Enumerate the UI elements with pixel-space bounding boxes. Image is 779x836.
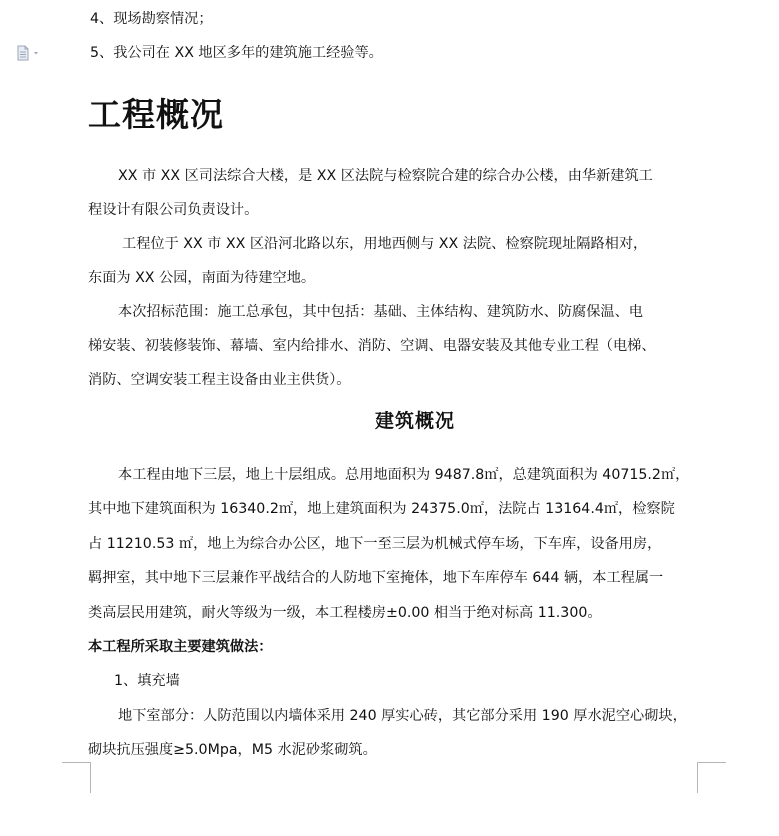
document-icon[interactable] [16, 45, 42, 61]
overview-paragraph-3-line-3: 消防、空调安装工程主设备由业主供货）。 [88, 372, 351, 388]
overview-paragraph-2-line-1: 工程位于 XX 市 XX 区沿河北路以东，用地西侧与 XX 法院、检察院现址隔路相对， [122, 236, 648, 252]
overview-paragraph-3-line-1: 本次招标范围：施工总承包，其中包括：基础、主体结构、建筑防水、防腐保温、电 [118, 304, 643, 320]
methods-paragraph-line-1: 地下室部分：人防范围以内墙体采用 240 厚实心砖，其它部分采用 190 厚水泥空心砌块， [118, 708, 687, 724]
building-paragraph-line-4: 羁押室，其中地下三层兼作平战结合的人防地下室掩体，地下车库停车 644 辆，本工程属一 [88, 570, 664, 586]
heading-building-overview: 建筑概况 [374, 410, 455, 432]
heading-project-overview: 工程概况 [88, 95, 224, 134]
overview-paragraph-1-line-2: 程设计有限公司负责设计。 [88, 202, 259, 218]
building-paragraph-line-2: 其中地下建筑面积为 16340.2㎡，地上建筑面积为 24375.0㎡，法院占 13164.4㎡，检察院 [88, 501, 675, 517]
overview-paragraph-3-line-2: 梯安装、初装修装饰、幕墙、室内给排水、消防、空调、电器安装及其他专业工程（电梯、 [88, 338, 656, 354]
margin-corner-mark-left [62, 762, 91, 793]
list-item-5: 5、我公司在 XX 地区多年的建筑施工经验等。 [90, 45, 383, 61]
overview-paragraph-2-line-2: 东面为 XX 公园，南面为待建空地。 [88, 270, 316, 286]
overview-paragraph-1-line-1: XX 市 XX 区司法综合大楼，是 XX 区法院与检察院合建的综合办公楼，由华新建筑工 [118, 168, 653, 184]
methods-paragraph-line-2: 砌块抗压强度≥5.0Mpa，M5 水泥砂浆砌筑。 [88, 742, 377, 758]
margin-corner-mark-right [697, 762, 726, 793]
list-item-4: 4、现场勘察情况； [90, 11, 213, 27]
methods-title: 本工程所采取主要建筑做法： [88, 639, 273, 655]
building-paragraph-line-3: 占 11210.53 ㎡，地上为综合办公区，地下一至三层为机械式停车场，下车库，设备用房， [88, 536, 662, 552]
methods-item-1: 1、填充墙 [114, 673, 180, 689]
building-paragraph-line-1: 本工程由地下三层，地上十层组成。总用地面积为 9487.8㎡，总建筑面积为 40715.2㎡， [118, 467, 690, 483]
building-paragraph-line-5: 类高层民用建筑，耐火等级为一级，本工程楼房±0.00 相当于绝对标高 11.300。 [88, 605, 602, 621]
